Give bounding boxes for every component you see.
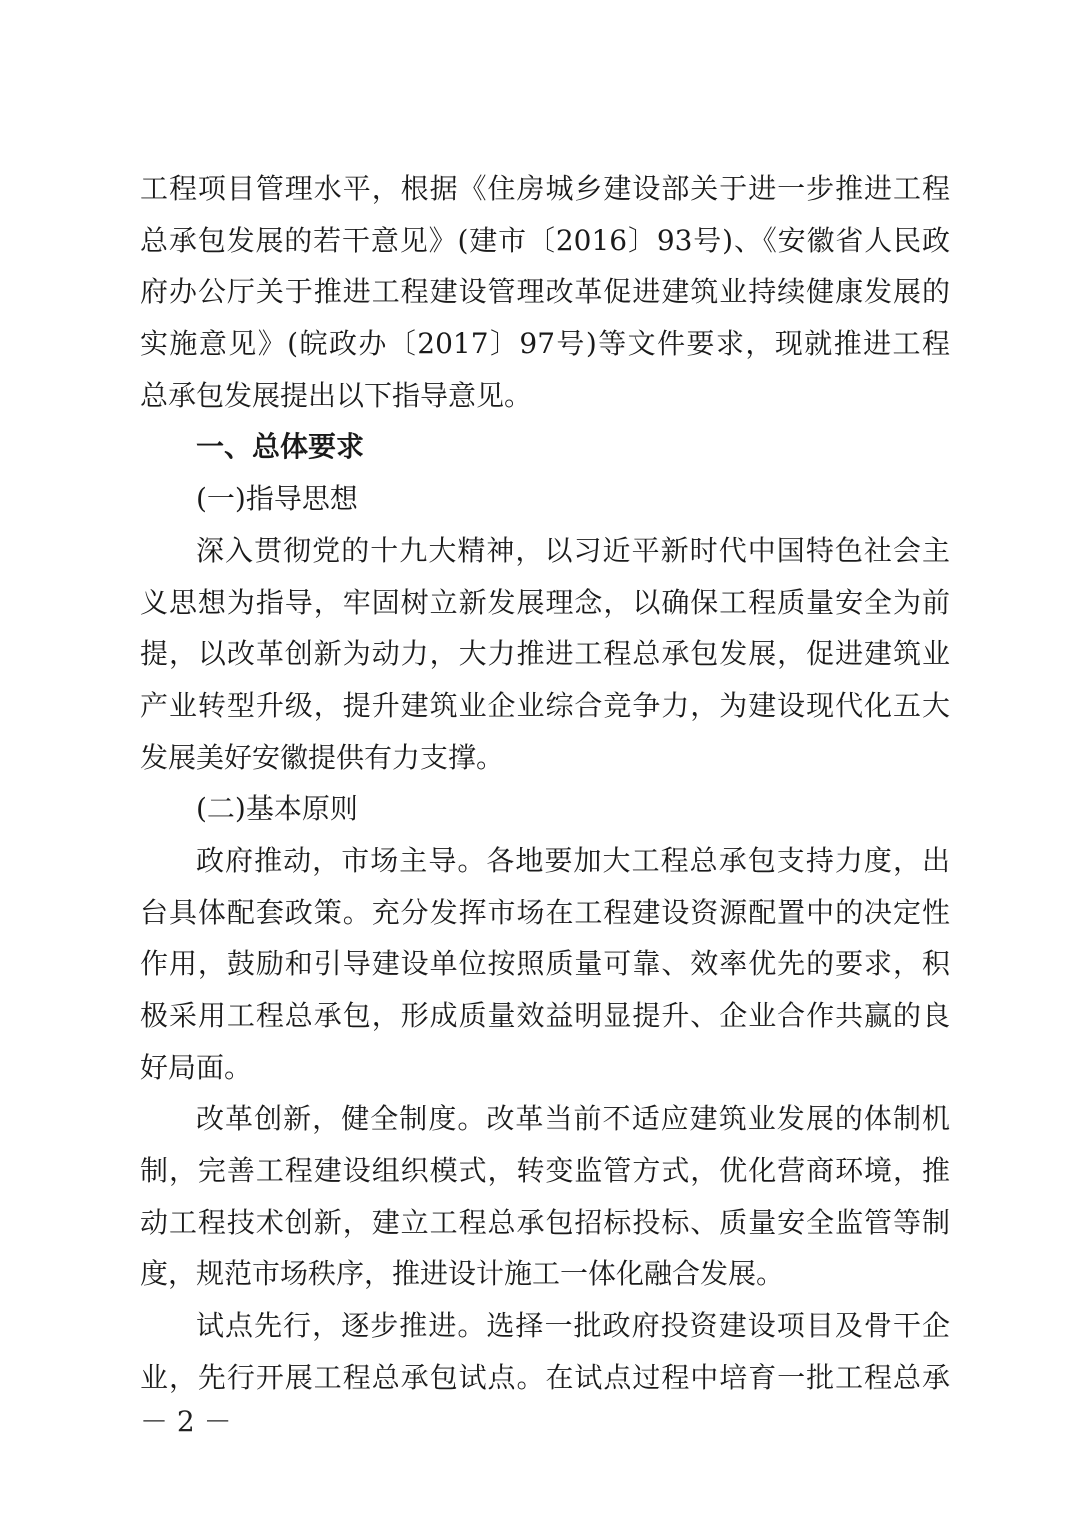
text-line: 作用，鼓励和引导建设单位按照质量可靠、效率优先的要求，积: [140, 947, 950, 981]
section-heading: 一、总体要求: [196, 430, 365, 464]
text-line: 业，先行开展工程总承包试点。在试点过程中培育一批工程总承: [140, 1360, 950, 1394]
text-line: 总承包发展提出以下指导意见。: [140, 378, 533, 412]
text-line: 台具体配套政策。充分发挥市场在工程建设资源配置中的决定性: [140, 895, 950, 929]
text-line: 工程项目管理水平，根据《住房城乡建设部关于进一步推进工程: [140, 172, 950, 205]
text-line: 总承包发展的若干意见》(建市〔2016〕93号)、《安徽省人民政: [140, 223, 950, 257]
page-number: － 2 －: [140, 1405, 232, 1438]
text-line: 制，完善工程建设组织模式，转变监管方式，优化营商环境，推: [140, 1154, 950, 1188]
text-line: 府办公厅关于推进工程建设管理改革促进建筑业持续健康发展的: [140, 275, 950, 309]
text-line: 提，以改革创新为动力，大力推进工程总承包发展，促进建筑业: [140, 637, 950, 671]
text-line: 度，规范市场秩序，推进设计施工一体化融合发展。: [140, 1257, 785, 1291]
subsection-heading: (二)基本原则: [196, 792, 358, 826]
text-line: 改革创新，健全制度。改革当前不适应建筑业发展的体制机: [196, 1102, 950, 1136]
text-line: 政府推动，市场主导。各地要加大工程总承包支持力度，出: [196, 843, 950, 877]
text-line: 试点先行，逐步推进。选择一批政府投资建设项目及骨干企: [196, 1309, 950, 1343]
subsection-heading: (一)指导思想: [196, 482, 358, 516]
text-line: 实施意见》(皖政办〔2017〕97号)等文件要求，现就推进工程: [140, 327, 950, 361]
text-line: 极采用工程总承包，形成质量效益明显提升、企业合作共赢的良: [140, 999, 950, 1032]
text-line: 发展美好安徽提供有力支撑。: [140, 740, 505, 774]
body-text: [140, 163, 950, 1404]
text-line: 义思想为指导，牢固树立新发展理念，以确保工程质量安全为前: [140, 585, 950, 619]
text-line: 动工程技术创新，建立工程总承包招标投标、质量安全监管等制: [140, 1205, 950, 1239]
text-line: 产业转型升级，提升建筑业企业综合竞争力，为建设现代化五大: [140, 688, 950, 722]
text-line: 好局面。: [140, 1050, 253, 1084]
text-line: 深入贯彻党的十九大精神，以习近平新时代中国特色社会主: [196, 533, 950, 567]
